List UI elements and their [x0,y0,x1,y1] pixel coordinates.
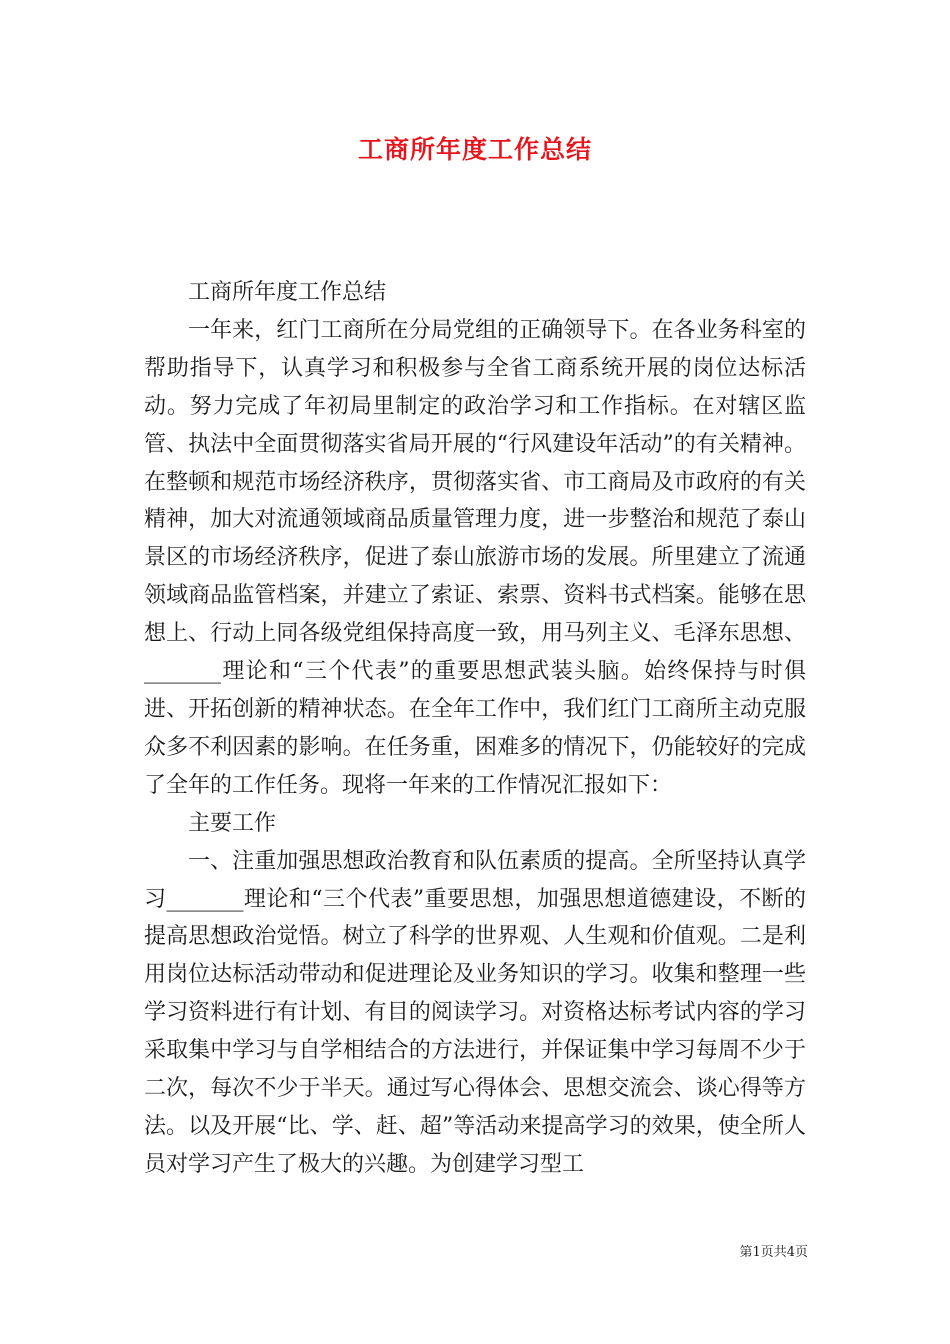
page-number-footer: 第1页共4页 [739,1245,808,1260]
paragraph-section-one: 一、注重加强思想政治教育和队伍素质的提高。全所坚持认真学习_______理论和“三个代表”重要思想，加强思想道德建设，不断的提高思想政治觉悟。树立了科学的世界观、人生观和价值观。二是利用岗位达标活动带动和促进理论及业务知识的学习。收集和整理一些学习资料进行有计划、有目的阅读学习。对资格达标考试内容的学习采取集中学习与自学相结合的方法进行，并保证集中学习每周不少于二次，每次不少于半天。通过写心得体会、思想交流会、谈心得等方法。以及开展“比、学、赶、超”等活动来提高学习的效果，使全所人员对学习产生了极大的兴趣。为创建学习型工 [144,848,806,1177]
document-title: 工商所年度工作总结 [357,135,592,164]
document-body [144,274,806,1184]
paragraph-intro: 一年来，红门工商所在分局党组的正确领导下。在各业务科室的帮助指导下，认真学习和积极参与全省工商系统开展的岗位达标活动。努力完成了年初局里制定的政治学习和工作指标。在对辖区监管、执法中全面贯彻落实省局开展的“行风建设年活动”的有关精神。在整顿和规范市场经济秩序，贯彻落实省、市工商局及市政府的有关精神，加大对流通领域商品质量管理力度，进一步整治和规范了泰山景区的市场经济秩序，促进了泰山旅游市场的发展。所里建立了流通领域商品监管档案，并建立了索证、索票、资料书式档案。能够在思想上、行动上同各级党组保持高度一致，用马列主义、毛泽东思想、_______理论和“三个代表”的重要思想武装头脑。始终保持与时俱进、开拓创新的精神状态。在全年工作中，我们红门工商所主动克服众多不利因素的影响。在任务重，困难多的情况下，仍能较好的完成了全年的工作任务。现将一年来的工作情况汇报如下： [144,317,806,798]
paragraph-section-heading: 主要工作 [188,810,277,836]
paragraph-subtitle: 工商所年度工作总结 [188,280,387,305]
